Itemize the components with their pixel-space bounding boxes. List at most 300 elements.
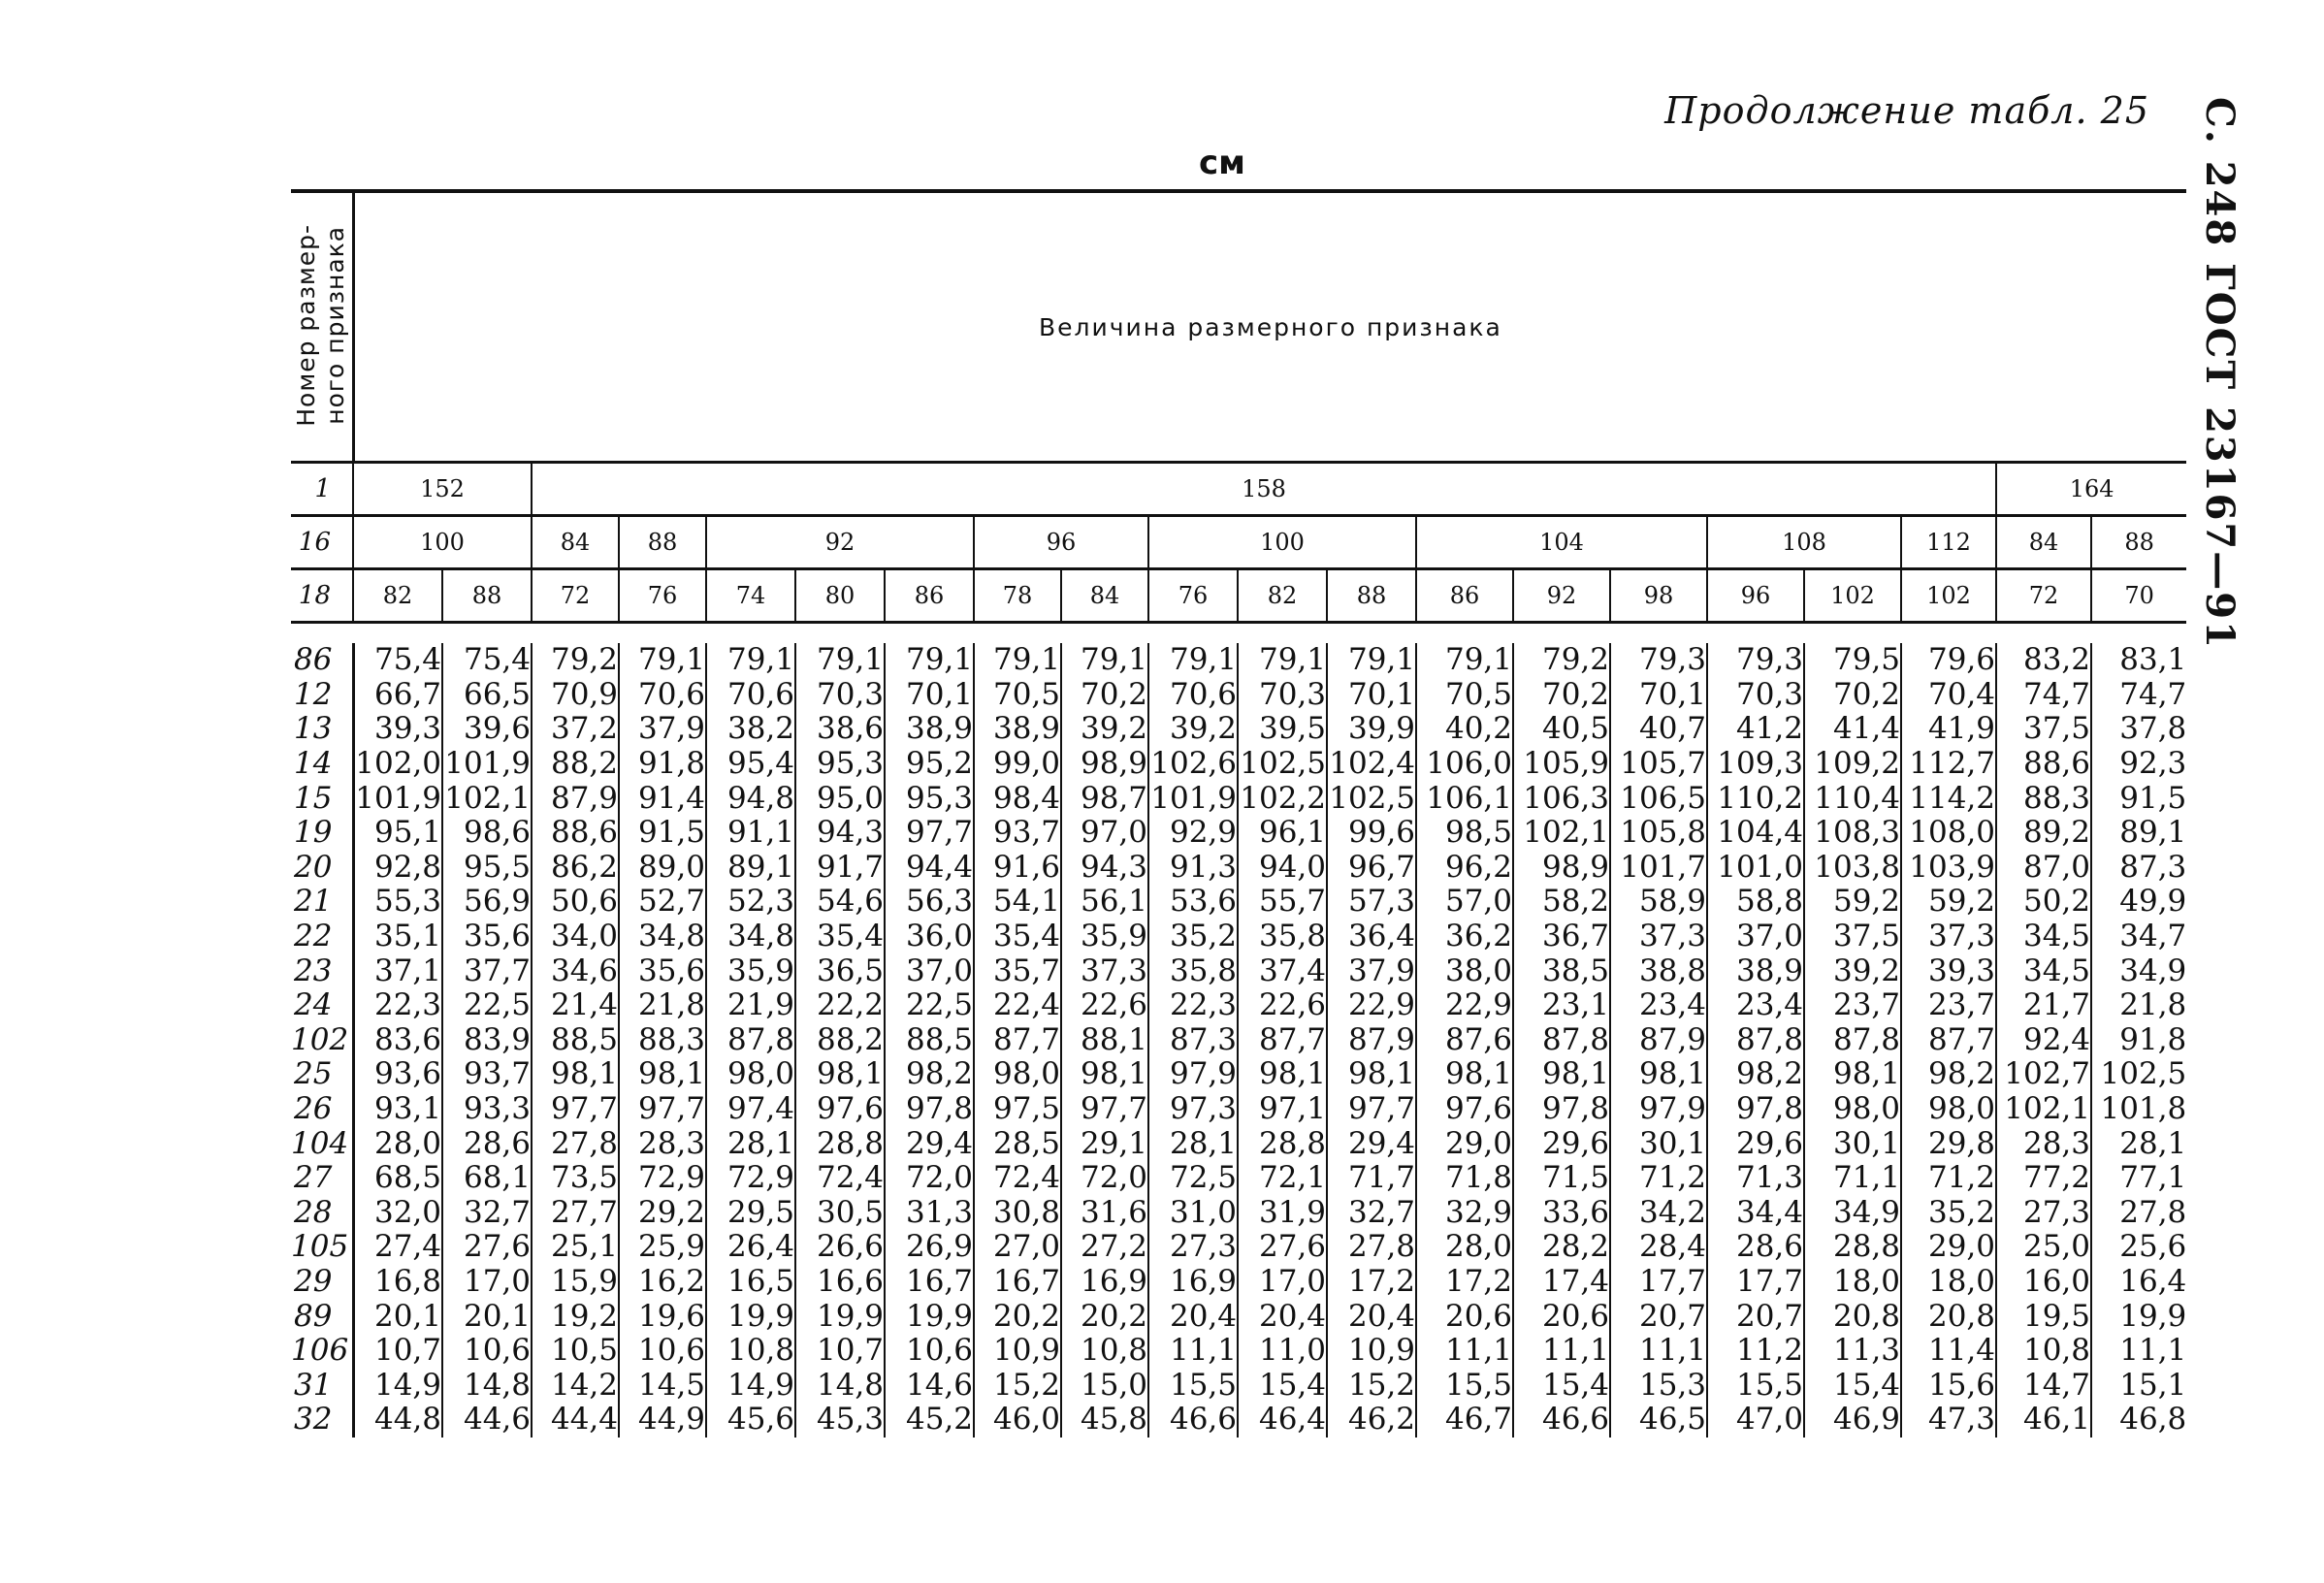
table-row — [291, 1368, 2186, 1403]
table-row — [291, 1057, 2186, 1092]
table-cell: 46,8 — [2091, 1403, 2186, 1438]
table-cell: 29,0 — [1416, 1126, 1513, 1161]
table-cell: 14,8 — [442, 1368, 532, 1403]
table-cell: 19,9 — [885, 1299, 974, 1334]
subgroup-header: 82 — [1238, 569, 1327, 623]
table-cell: 72,4 — [974, 1161, 1061, 1196]
table-cell: 97,4 — [706, 1092, 795, 1127]
table-cell: 22,9 — [1416, 988, 1513, 1023]
table-cell: 20,7 — [1707, 1299, 1804, 1334]
row-label: 14 — [294, 746, 333, 782]
table-cell: 22,4 — [974, 988, 1061, 1023]
header-row-1 — [291, 463, 2186, 516]
table-cell: 14,9 — [706, 1368, 795, 1403]
table-cell: 34,4 — [1707, 1196, 1804, 1231]
table-cell: 71,2 — [1901, 1161, 1996, 1196]
table-cell: 54,1 — [974, 885, 1061, 920]
table-cell: 79,5 — [1804, 643, 1901, 678]
table-cell: 98,7 — [1061, 781, 1148, 816]
table-cell: 87,6 — [1416, 1023, 1513, 1058]
table-cell: 15,9 — [532, 1265, 619, 1300]
subgroup-header: 96 — [1707, 569, 1804, 623]
table-cell: 36,2 — [1416, 920, 1513, 954]
table-cell: 68,1 — [442, 1161, 532, 1196]
table-cell: 28,5 — [974, 1126, 1061, 1161]
table-cell: 38,0 — [1416, 953, 1513, 988]
table-row — [291, 851, 2186, 886]
subgroup-header: 102 — [1804, 569, 1901, 623]
table-cell: 99,0 — [974, 747, 1061, 782]
table-cell: 32,9 — [1416, 1196, 1513, 1231]
table-cell: 109,3 — [1707, 747, 1804, 782]
table-cell: 28,4 — [1610, 1230, 1707, 1265]
table-cell: 93,3 — [442, 1092, 532, 1127]
table-cell: 97,8 — [885, 1092, 974, 1127]
table-cell: 35,2 — [1148, 920, 1238, 954]
table-cell: 11,1 — [1513, 1334, 1610, 1369]
table-cell: 10,8 — [1996, 1334, 2091, 1369]
table-cell: 22,5 — [885, 988, 974, 1023]
table-cell: 36,0 — [885, 920, 974, 954]
table-row — [291, 1230, 2186, 1265]
table-cell: 97,7 — [1061, 1092, 1148, 1127]
table-cell: 79,1 — [1416, 643, 1513, 678]
table-cell: 39,6 — [442, 712, 532, 747]
table-cell: 56,1 — [1061, 885, 1148, 920]
group-header: 84 — [532, 516, 619, 569]
table-cell: 98,1 — [1238, 1057, 1327, 1092]
table-cell: 34,2 — [1610, 1196, 1707, 1231]
table-cell: 40,7 — [1610, 712, 1707, 747]
table-cell: 98,1 — [1061, 1057, 1148, 1092]
table-cell: 37,2 — [532, 712, 619, 747]
table-cell: 14,2 — [532, 1368, 619, 1403]
table-cell: 20,6 — [1416, 1299, 1513, 1334]
table-cell: 37,0 — [1707, 920, 1804, 954]
group-header: 104 — [1416, 516, 1707, 569]
table-cell: 110,2 — [1707, 781, 1804, 816]
table-cell: 15,5 — [1148, 1368, 1238, 1403]
table-cell: 28,2 — [1513, 1230, 1610, 1265]
table-cell: 95,2 — [885, 747, 974, 782]
table-cell: 16,9 — [1061, 1265, 1148, 1300]
table-cell: 37,7 — [442, 953, 532, 988]
table-cell: 88,2 — [532, 747, 619, 782]
subgroup-header: 70 — [2091, 569, 2186, 623]
table-cell: 98,0 — [974, 1057, 1061, 1092]
table-cell: 98,1 — [1327, 1057, 1416, 1092]
table-cell: 28,8 — [1804, 1230, 1901, 1265]
group-header: 100 — [1148, 516, 1416, 569]
table-cell: 22,3 — [1148, 988, 1238, 1023]
table-cell: 22,3 — [353, 988, 442, 1023]
table-cell: 98,9 — [1513, 851, 1610, 886]
table-row — [291, 1126, 2186, 1161]
table-cell: 15,1 — [2091, 1368, 2186, 1403]
table-cell: 71,1 — [1804, 1161, 1901, 1196]
table-cell: 11,1 — [1416, 1334, 1513, 1369]
subgroup-header: 74 — [706, 569, 795, 623]
table-cell: 20,4 — [1238, 1299, 1327, 1334]
table-cell: 70,3 — [795, 678, 885, 713]
table-cell: 71,2 — [1610, 1161, 1707, 1196]
table-cell: 98,1 — [1804, 1057, 1901, 1092]
table-cell: 89,2 — [1996, 816, 2091, 851]
table-cell: 47,0 — [1707, 1403, 1804, 1438]
table-cell: 15,3 — [1610, 1368, 1707, 1403]
table-cell: 70,3 — [1238, 678, 1327, 713]
table-cell: 27,7 — [532, 1196, 619, 1231]
table-cell: 79,1 — [1238, 643, 1327, 678]
table-cell: 38,2 — [706, 712, 795, 747]
table-cell: 97,7 — [532, 1092, 619, 1127]
table-cell: 19,9 — [2091, 1299, 2186, 1334]
table-cell: 38,9 — [885, 712, 974, 747]
table-cell: 29,6 — [1707, 1126, 1804, 1161]
table-cell: 30,8 — [974, 1196, 1061, 1231]
table-cell: 17,7 — [1707, 1265, 1804, 1300]
table-cell: 20,4 — [1327, 1299, 1416, 1334]
table-cell: 89,1 — [2091, 816, 2186, 851]
table-cell: 22,9 — [1327, 988, 1416, 1023]
row-label: 18 — [291, 569, 353, 623]
table-cell: 20,4 — [1148, 1299, 1238, 1334]
table-cell: 15,4 — [1238, 1368, 1327, 1403]
table-cell: 87,7 — [974, 1023, 1061, 1058]
table-cell: 46,4 — [1238, 1403, 1327, 1438]
table-cell: 37,3 — [1061, 953, 1148, 988]
table-cell: 27,8 — [1327, 1230, 1416, 1265]
group-header: 164 — [1996, 463, 2186, 516]
table-cell: 106,5 — [1610, 781, 1707, 816]
table-cell: 91,5 — [2091, 781, 2186, 816]
table-cell: 25,0 — [1996, 1230, 2091, 1265]
table-cell: 45,8 — [1061, 1403, 1148, 1438]
table-cell: 87,0 — [1996, 851, 2091, 886]
table-row — [291, 1403, 2186, 1438]
table-cell: 70,2 — [1513, 678, 1610, 713]
table-cell: 87,8 — [1513, 1023, 1610, 1058]
table-cell: 14,8 — [795, 1368, 885, 1403]
table-cell: 99,6 — [1327, 816, 1416, 851]
table-cell: 34,8 — [706, 920, 795, 954]
table-cell: 16,6 — [795, 1265, 885, 1300]
table-cell: 58,2 — [1513, 885, 1610, 920]
table-cell: 70,6 — [1148, 678, 1238, 713]
table-cell: 37,5 — [1804, 920, 1901, 954]
table-cell: 21,8 — [619, 988, 706, 1023]
table-cell: 94,0 — [1238, 851, 1327, 886]
table-cell: 17,2 — [1327, 1265, 1416, 1300]
table-cell: 46,7 — [1416, 1403, 1513, 1438]
unit-label: см — [1199, 144, 1245, 182]
table-cell: 30,5 — [795, 1196, 885, 1231]
table-row — [291, 816, 2186, 851]
table-cell: 10,6 — [619, 1334, 706, 1369]
table-cell: 22,6 — [1061, 988, 1148, 1023]
table-cell: 91,3 — [1148, 851, 1238, 886]
table-cell: 98,2 — [885, 1057, 974, 1092]
table-cell: 44,4 — [532, 1403, 619, 1438]
table-cell: 70,6 — [706, 678, 795, 713]
header-row-18 — [291, 569, 2186, 623]
table-cell: 102,1 — [1513, 816, 1610, 851]
table-cell: 87,7 — [1901, 1023, 1996, 1058]
table-cell: 88,2 — [795, 1023, 885, 1058]
row-label: 19 — [294, 815, 333, 851]
table-cell: 35,8 — [1238, 920, 1327, 954]
table-cell: 96,2 — [1416, 851, 1513, 886]
table-cell: 41,9 — [1901, 712, 1996, 747]
table-cell: 83,6 — [353, 1023, 442, 1058]
table-cell: 91,5 — [619, 816, 706, 851]
table-cell: 36,7 — [1513, 920, 1610, 954]
table-cell: 97,6 — [795, 1092, 885, 1127]
table-cell: 29,4 — [885, 1126, 974, 1161]
table-cell: 37,0 — [885, 953, 974, 988]
table-cell: 74,7 — [2091, 678, 2186, 713]
table-cell: 28,3 — [619, 1126, 706, 1161]
table-cell: 27,6 — [1238, 1230, 1327, 1265]
table-cell: 16,7 — [885, 1265, 974, 1300]
table-cell: 22,2 — [795, 988, 885, 1023]
table-cell: 79,2 — [1513, 643, 1610, 678]
table-cell: 28,6 — [1707, 1230, 1804, 1265]
table-cell: 98,2 — [1707, 1057, 1804, 1092]
table-cell: 91,8 — [2091, 1023, 2186, 1058]
table-cell: 109,2 — [1804, 747, 1901, 782]
table-cell: 31,0 — [1148, 1196, 1238, 1231]
table-cell: 16,0 — [1996, 1265, 2091, 1300]
table-cell: 72,0 — [1061, 1161, 1148, 1196]
table-cell: 27,8 — [2091, 1196, 2186, 1231]
table-row — [291, 920, 2186, 954]
table-cell: 34,5 — [1996, 953, 2091, 988]
table-cell: 102,4 — [1327, 747, 1416, 782]
table-cell: 34,9 — [2091, 953, 2186, 988]
table-cell: 11,1 — [2091, 1334, 2186, 1369]
side-page-header: С. 248 ГОСТ 23167—91 — [2197, 97, 2243, 650]
table-cell: 98,9 — [1061, 747, 1148, 782]
table-cell: 70,1 — [1327, 678, 1416, 713]
table-cell: 47,3 — [1901, 1403, 1996, 1438]
table-cell: 86,2 — [532, 851, 619, 886]
table-cell: 32,7 — [442, 1196, 532, 1231]
table-cell: 10,9 — [1327, 1334, 1416, 1369]
table-cell: 87,3 — [1148, 1023, 1238, 1058]
table-cell: 106,1 — [1416, 781, 1513, 816]
table-cell: 74,7 — [1996, 678, 2091, 713]
group-header: 84 — [1996, 516, 2091, 569]
table-cell: 97,9 — [1148, 1057, 1238, 1092]
table-row — [291, 1334, 2186, 1369]
table-cell: 37,8 — [2091, 712, 2186, 747]
table-row — [291, 1299, 2186, 1334]
table-cell: 39,3 — [353, 712, 442, 747]
table-cell: 27,4 — [353, 1230, 442, 1265]
table-cell: 20,2 — [974, 1299, 1061, 1334]
table-cell: 19,2 — [532, 1299, 619, 1334]
table-cell: 31,3 — [885, 1196, 974, 1231]
table-cell: 38,5 — [1513, 953, 1610, 988]
table-cell: 91,6 — [974, 851, 1061, 886]
table-cell: 98,1 — [1513, 1057, 1610, 1092]
table-cell: 88,1 — [1061, 1023, 1148, 1058]
group-header: 88 — [2091, 516, 2186, 569]
table-cell: 28,1 — [1148, 1126, 1238, 1161]
table-cell: 11,4 — [1901, 1334, 1996, 1369]
table-cell: 41,2 — [1707, 712, 1804, 747]
row-label: 16 — [291, 516, 353, 569]
table-cell: 36,4 — [1327, 920, 1416, 954]
row-label: 13 — [294, 711, 333, 747]
table-cell: 30,1 — [1610, 1126, 1707, 1161]
table-cell: 79,1 — [706, 643, 795, 678]
table-cell: 23,1 — [1513, 988, 1610, 1023]
row-label: 21 — [294, 884, 333, 920]
table-cell: 93,6 — [353, 1057, 442, 1092]
table-cell: 79,1 — [795, 643, 885, 678]
table-row — [291, 643, 2186, 678]
table-cell: 56,9 — [442, 885, 532, 920]
table-cell: 102,5 — [1238, 747, 1327, 782]
table-cell: 77,1 — [2091, 1161, 2186, 1196]
table-cell: 59,2 — [1901, 885, 1996, 920]
table-cell: 59,2 — [1804, 885, 1901, 920]
table-cell: 68,5 — [353, 1161, 442, 1196]
table-row — [291, 1092, 2186, 1127]
table-cell: 17,2 — [1416, 1265, 1513, 1300]
table-cell: 21,4 — [532, 988, 619, 1023]
table-cell: 31,9 — [1238, 1196, 1327, 1231]
table-cell: 102,1 — [1996, 1092, 2091, 1127]
table-cell: 34,6 — [532, 953, 619, 988]
table-cell: 25,1 — [532, 1230, 619, 1265]
table-cell: 70,5 — [1416, 678, 1513, 713]
table-cell: 16,7 — [974, 1265, 1061, 1300]
table-cell: 102,2 — [1238, 781, 1327, 816]
table-cell: 19,9 — [706, 1299, 795, 1334]
table-cell: 104,4 — [1707, 816, 1804, 851]
table-cell: 30,1 — [1804, 1126, 1901, 1161]
table-cell: 52,7 — [619, 885, 706, 920]
table-cell: 37,5 — [1996, 712, 2091, 747]
table-cell: 15,6 — [1901, 1368, 1996, 1403]
row-label: 28 — [294, 1194, 333, 1230]
table-row — [291, 1196, 2186, 1231]
table-cell: 72,1 — [1238, 1161, 1327, 1196]
table-cell: 46,6 — [1148, 1403, 1238, 1438]
row-label: 25 — [294, 1056, 333, 1092]
table-cell: 72,0 — [885, 1161, 974, 1196]
table-cell: 10,7 — [795, 1334, 885, 1369]
table-cell: 66,7 — [353, 678, 442, 713]
table-cell: 10,5 — [532, 1334, 619, 1369]
table-cell: 28,3 — [1996, 1126, 2091, 1161]
table-cell: 87,9 — [1610, 1023, 1707, 1058]
table-cell: 45,2 — [885, 1403, 974, 1438]
table-cell: 44,8 — [353, 1403, 442, 1438]
table-cell: 87,8 — [1804, 1023, 1901, 1058]
table-cell: 39,2 — [1148, 712, 1238, 747]
table-cell: 32,7 — [1327, 1196, 1416, 1231]
table-cell: 37,4 — [1238, 953, 1327, 988]
table-cell: 15,5 — [1707, 1368, 1804, 1403]
table-cell: 20,2 — [1061, 1299, 1148, 1334]
table-cell: 87,8 — [1707, 1023, 1804, 1058]
table-cell: 95,4 — [706, 747, 795, 782]
table-cell: 95,3 — [885, 781, 974, 816]
table-cell: 34,8 — [619, 920, 706, 954]
table-row — [291, 747, 2186, 782]
table-cell: 94,8 — [706, 781, 795, 816]
subgroup-header: 76 — [619, 569, 706, 623]
table-cell: 38,6 — [795, 712, 885, 747]
table-cell: 101,8 — [2091, 1092, 2186, 1127]
table-cell: 102,0 — [353, 747, 442, 782]
table-cell: 87,9 — [1327, 1023, 1416, 1058]
table-cell: 97,7 — [1327, 1092, 1416, 1127]
table-cell: 38,9 — [974, 712, 1061, 747]
subgroup-header: 82 — [353, 569, 442, 623]
table-cell: 91,4 — [619, 781, 706, 816]
table-cell: 34,9 — [1804, 1196, 1901, 1231]
size-table — [291, 189, 2186, 1438]
table-cell: 87,7 — [1238, 1023, 1327, 1058]
table-cell: 18,0 — [1804, 1265, 1901, 1300]
table-cell: 98,0 — [706, 1057, 795, 1092]
table-cell: 10,6 — [442, 1334, 532, 1369]
table-cell: 20,8 — [1804, 1299, 1901, 1334]
table-cell: 98,1 — [532, 1057, 619, 1092]
table-cell: 52,3 — [706, 885, 795, 920]
table-cell: 57,3 — [1327, 885, 1416, 920]
table-cell: 46,9 — [1804, 1403, 1901, 1438]
row-label: 15 — [294, 780, 333, 816]
table-row — [291, 885, 2186, 920]
table-row — [291, 678, 2186, 713]
main-column-header: Величина размерного признака — [353, 191, 2186, 463]
table-cell: 32,0 — [353, 1196, 442, 1231]
table-cell: 70,1 — [1610, 678, 1707, 713]
row-label: 23 — [294, 953, 333, 988]
table-cell: 19,9 — [795, 1299, 885, 1334]
subgroup-header: 84 — [1061, 569, 1148, 623]
table-cell: 20,1 — [442, 1299, 532, 1334]
table-cell: 93,1 — [353, 1092, 442, 1127]
table-cell: 75,4 — [442, 643, 532, 678]
table-cell: 11,1 — [1148, 1334, 1238, 1369]
table-cell: 83,2 — [1996, 643, 2091, 678]
table-row — [291, 1023, 2186, 1058]
table-cell: 102,5 — [2091, 1057, 2186, 1092]
table-cell: 102,7 — [1996, 1057, 2091, 1092]
table-cell: 27,2 — [1061, 1230, 1148, 1265]
table-cell: 46,2 — [1327, 1403, 1416, 1438]
table-cell: 71,8 — [1416, 1161, 1513, 1196]
table-cell: 29,2 — [619, 1196, 706, 1231]
table-cell: 95,5 — [442, 851, 532, 886]
table-cell: 19,6 — [619, 1299, 706, 1334]
table-cell: 50,6 — [532, 885, 619, 920]
table-cell: 102,1 — [442, 781, 532, 816]
table-cell: 83,9 — [442, 1023, 532, 1058]
table-cell: 97,6 — [1416, 1092, 1513, 1127]
table-cell: 37,3 — [1610, 920, 1707, 954]
table-cell: 41,4 — [1804, 712, 1901, 747]
table-cell: 14,5 — [619, 1368, 706, 1403]
table-cell: 20,7 — [1610, 1299, 1707, 1334]
